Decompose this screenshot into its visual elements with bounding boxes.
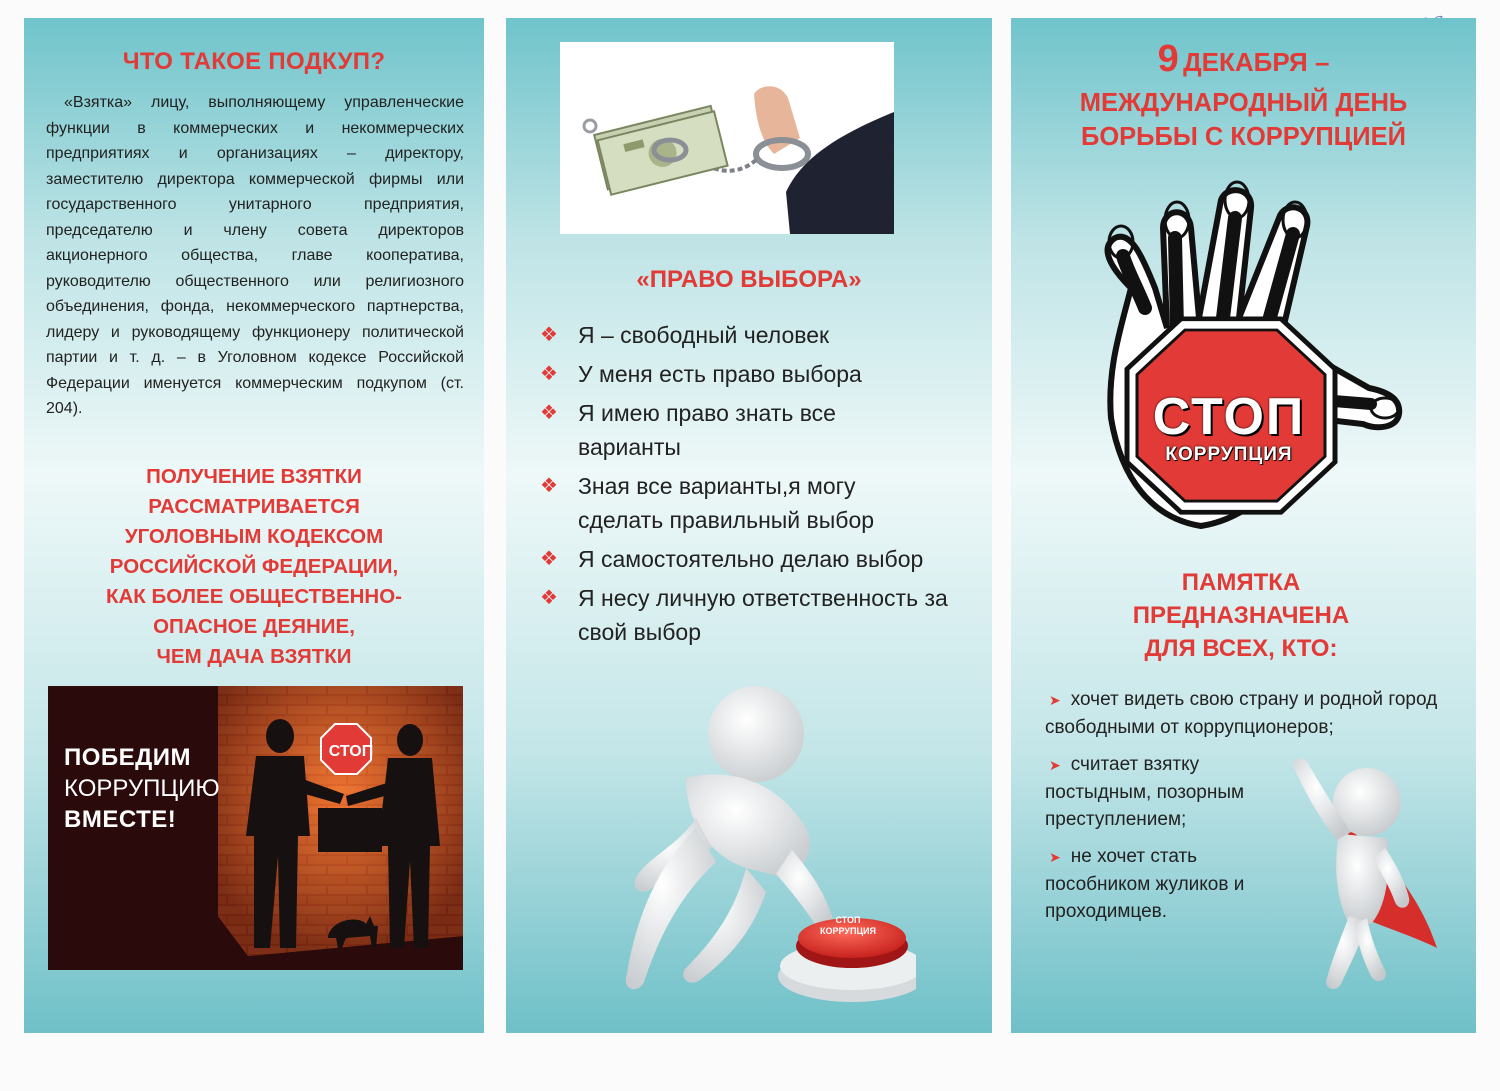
date-month: ДЕКАБРЯ – bbox=[1183, 47, 1330, 77]
memo-heading bbox=[1051, 566, 1431, 665]
list-item bbox=[538, 469, 938, 537]
figure-pressing-button-illustration bbox=[616, 678, 916, 1018]
list-item bbox=[538, 542, 978, 576]
arrow-bullet-icon: ➤ bbox=[1049, 849, 1061, 865]
slogan-line-1: ПОБЕДИМ bbox=[64, 744, 192, 771]
list-item-text: считает взятку постыдным, позорным преступлением; bbox=[1045, 754, 1245, 830]
slogan-line-3: ВМЕСТЕ! bbox=[64, 806, 177, 833]
list-item bbox=[538, 318, 978, 352]
list-item-text: Я – свободный человек bbox=[578, 322, 830, 348]
panel2-title: «ПРАВО ВЫБОРА» bbox=[636, 266, 862, 293]
day-heading-line-1: МЕЖДУНАРОДНЫЙ ДЕНЬ bbox=[1079, 89, 1408, 117]
panel-middle bbox=[506, 18, 992, 1033]
red-line: РАССМАТРИВАЕТСЯ bbox=[148, 495, 360, 518]
red-line: КАК БОЛЕЕ ОБЩЕСТВЕННО- bbox=[105, 585, 403, 608]
button-label-line-1: СТОП bbox=[835, 915, 861, 925]
list-item-text: Я самостоятельно делаю выбор bbox=[578, 546, 924, 572]
list-item-text: У меня есть право выбора bbox=[578, 361, 862, 387]
panel1-title: ЧТО ТАКОЕ ПОДКУП? bbox=[122, 48, 386, 75]
stop-sign-text: СТОП bbox=[1152, 388, 1306, 446]
button-label bbox=[799, 915, 897, 937]
panel1-body: «Взятка» лицу, выполняющему управленческие функции в коммерческих и некоммерческих предприятиях и организациях – директору, заместителю директора коммерческой фирмы или государственного унитарного предприятия, председателю и члену совета директоров акционерного общества, главе кооператива, руководителю общественного или религиозного объединения, фонда, некоммерческого партнерства, лидеру и руководящему функционеру политической партии и т. д. – в Уголовном кодексе Российской Федерации именуется коммерческим подкупом (ст. 204). bbox=[46, 94, 464, 417]
leaflet bbox=[24, 18, 1476, 1033]
date-heading bbox=[1011, 38, 1476, 81]
list-item bbox=[1045, 843, 1295, 925]
superhero-figure-illustration bbox=[1267, 748, 1457, 998]
diamond-bullet-icon: ❖ bbox=[540, 587, 558, 609]
list-item bbox=[1045, 751, 1295, 833]
hand-stop-sign-illustration bbox=[1071, 178, 1431, 558]
diamond-bullet-icon: ❖ bbox=[540, 402, 558, 424]
panel1-red-statement bbox=[54, 462, 454, 672]
handcuffed-money-image bbox=[560, 42, 894, 234]
red-line: УГОЛОВНЫМ КОДЕКСОМ bbox=[124, 525, 384, 548]
memo-line-3: ДЛЯ ВСЕХ, КТО: bbox=[1144, 635, 1338, 662]
brick-wall-image bbox=[48, 686, 463, 970]
red-line: ЧЕМ ДАЧА ВЗЯТКИ bbox=[156, 645, 352, 668]
list-item bbox=[538, 581, 968, 649]
slogan-line-2: КОРРУПЦИЮ bbox=[64, 775, 220, 802]
list-item-text: Я несу личную ответственность за свой выбор bbox=[578, 585, 948, 645]
stop-sign-label: СТОП bbox=[328, 743, 374, 760]
list-item bbox=[538, 357, 978, 391]
list-item-text: Зная все варианты,я могу сделать правильный выбор bbox=[578, 473, 875, 533]
list-item-text: не хочет стать пособником жуликов и проходимцев. bbox=[1045, 846, 1245, 922]
diamond-bullet-icon: ❖ bbox=[540, 324, 558, 346]
button-label-line-2: КОРРУПЦИЯ bbox=[820, 926, 876, 936]
red-line: ОПАСНОЕ ДЕЯНИЕ, bbox=[153, 615, 355, 638]
list-item bbox=[1045, 686, 1473, 741]
arrow-bullet-icon: ➤ bbox=[1049, 692, 1061, 708]
slogan bbox=[64, 742, 220, 835]
list-item-text: хочет видеть свою страну и родной город свободными от коррупционеров; bbox=[1045, 689, 1438, 738]
panel-right bbox=[1011, 18, 1476, 1033]
list-item-text: Я имею право знать все варианты bbox=[578, 400, 836, 460]
red-line: РОССИЙСКОЙ ФЕДЕРАЦИИ, bbox=[109, 555, 399, 578]
diamond-bullet-icon: ❖ bbox=[540, 475, 558, 497]
diamond-bullet-icon: ❖ bbox=[540, 548, 558, 570]
red-line: ПОЛУЧЕНИЕ ВЗЯТКИ bbox=[146, 465, 362, 488]
panel-left bbox=[24, 18, 484, 1033]
memo-line-1: ПАМЯТКА bbox=[1181, 569, 1301, 596]
stop-sign-subtext: КОРРУПЦИЯ bbox=[1165, 444, 1293, 465]
memo-line-2: ПРЕДНАЗНАЧЕНА bbox=[1132, 602, 1350, 629]
date-number: 9 bbox=[1157, 38, 1179, 80]
day-heading bbox=[1011, 86, 1476, 154]
arrow-bullet-icon: ➤ bbox=[1049, 757, 1061, 773]
list-item bbox=[538, 396, 868, 464]
choice-list bbox=[538, 318, 978, 654]
diamond-bullet-icon: ❖ bbox=[540, 363, 558, 385]
day-heading-line-2: БОРЬБЫ С КОРРУПЦИЕЙ bbox=[1081, 123, 1406, 151]
handcuffs-illustration bbox=[560, 42, 894, 234]
